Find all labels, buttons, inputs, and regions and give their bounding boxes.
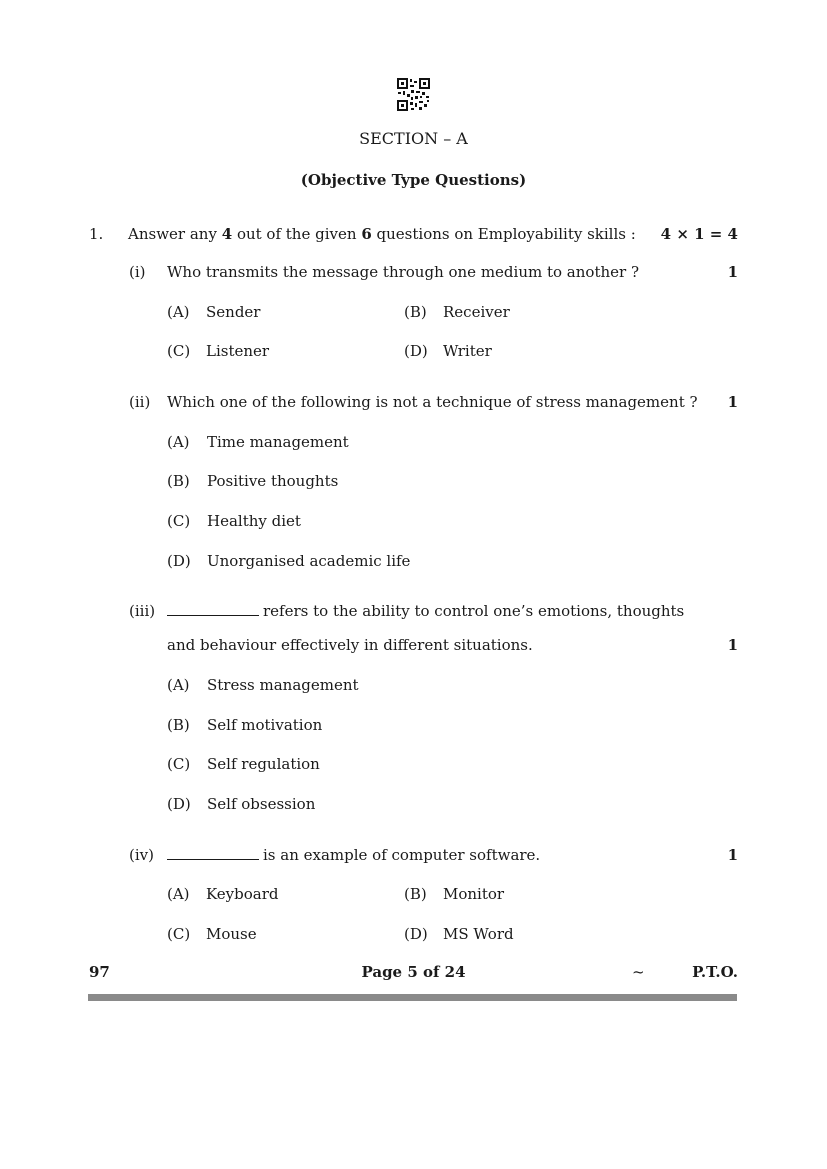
subquestion-text: Who transmits the message through one medium to another ? <box>167 263 639 281</box>
option-text: Monitor <box>443 885 505 903</box>
instruction-prefix: Answer any <box>128 225 217 243</box>
option-label: (A) <box>167 676 190 694</box>
subquestion-text-line2: and behaviour effectively in different situations. <box>167 636 533 654</box>
subquestion-marks: 1 <box>727 636 738 654</box>
subquestion-text <box>167 602 684 620</box>
option-label: (D) <box>167 795 191 813</box>
option-text: Mouse <box>206 925 257 943</box>
subquestion-label: (iii) <box>129 602 156 620</box>
footer-tilde: ~ <box>632 963 645 981</box>
option-label: (C) <box>167 925 191 943</box>
option-label: (B) <box>167 716 190 734</box>
option-text: Writer <box>443 342 492 360</box>
option-label: (A) <box>167 303 190 321</box>
subquestion-marks: 1 <box>727 846 738 864</box>
option-text: Stress management <box>207 676 359 694</box>
option-text: Self regulation <box>207 755 320 773</box>
instruction-mid: out of the given <box>236 225 357 243</box>
option-text: Positive thoughts <box>207 472 339 490</box>
answer-blank <box>167 603 259 616</box>
instruction-suffix: questions on Employability skills : <box>376 225 636 243</box>
option-label: (C) <box>167 342 191 360</box>
option-text: MS Word <box>443 925 514 943</box>
option-text: Listener <box>206 342 270 360</box>
instruction-count-total: 6 <box>361 225 372 243</box>
pto-label: P.T.O. <box>692 963 738 981</box>
qr-code-icon <box>397 78 430 111</box>
subquestion-label: (i) <box>129 263 146 281</box>
option-label: (D) <box>404 342 428 360</box>
subquestion-label: (iv) <box>129 846 154 864</box>
subquestion-text-line1: refers to the ability to control one’s emotions, thoughts <box>263 602 685 620</box>
paper-code: 97 <box>89 963 110 981</box>
option-label: (D) <box>404 925 428 943</box>
option-text: Keyboard <box>206 885 279 903</box>
page-number: Page 5 of 24 <box>361 963 466 981</box>
option-label: (C) <box>167 512 191 530</box>
option-label: (A) <box>167 885 190 903</box>
subquestion-label: (ii) <box>129 393 151 411</box>
option-text: Sender <box>206 303 261 321</box>
option-text: Healthy diet <box>207 512 301 530</box>
subquestion-text: Which one of the following is not a technique of stress management ? <box>167 393 698 411</box>
option-label: (A) <box>167 433 190 451</box>
footer-divider <box>88 994 737 1001</box>
option-label: (C) <box>167 755 191 773</box>
option-text: Time management <box>207 433 349 451</box>
option-label: (B) <box>167 472 190 490</box>
option-label: (B) <box>404 885 427 903</box>
option-text: Unorganised academic life <box>207 552 411 570</box>
section-title: SECTION – A <box>359 129 468 148</box>
option-label: (D) <box>167 552 191 570</box>
option-label: (B) <box>404 303 427 321</box>
answer-blank <box>167 847 259 860</box>
option-text: Self obsession <box>207 795 316 813</box>
section-subtitle: (Objective Type Questions) <box>300 171 527 189</box>
question-number: 1. <box>89 225 104 243</box>
instruction-count-any: 4 <box>221 225 233 243</box>
option-text: Self motivation <box>207 716 323 734</box>
subquestion-text-body: is an example of computer software. <box>263 846 541 864</box>
question-marks: 4 × 1 = 4 <box>660 225 738 243</box>
subquestion-marks: 1 <box>727 393 738 411</box>
option-text: Receiver <box>443 303 510 321</box>
subquestion-marks: 1 <box>727 263 738 281</box>
subquestion-text <box>167 846 540 864</box>
question-instruction <box>128 225 636 243</box>
